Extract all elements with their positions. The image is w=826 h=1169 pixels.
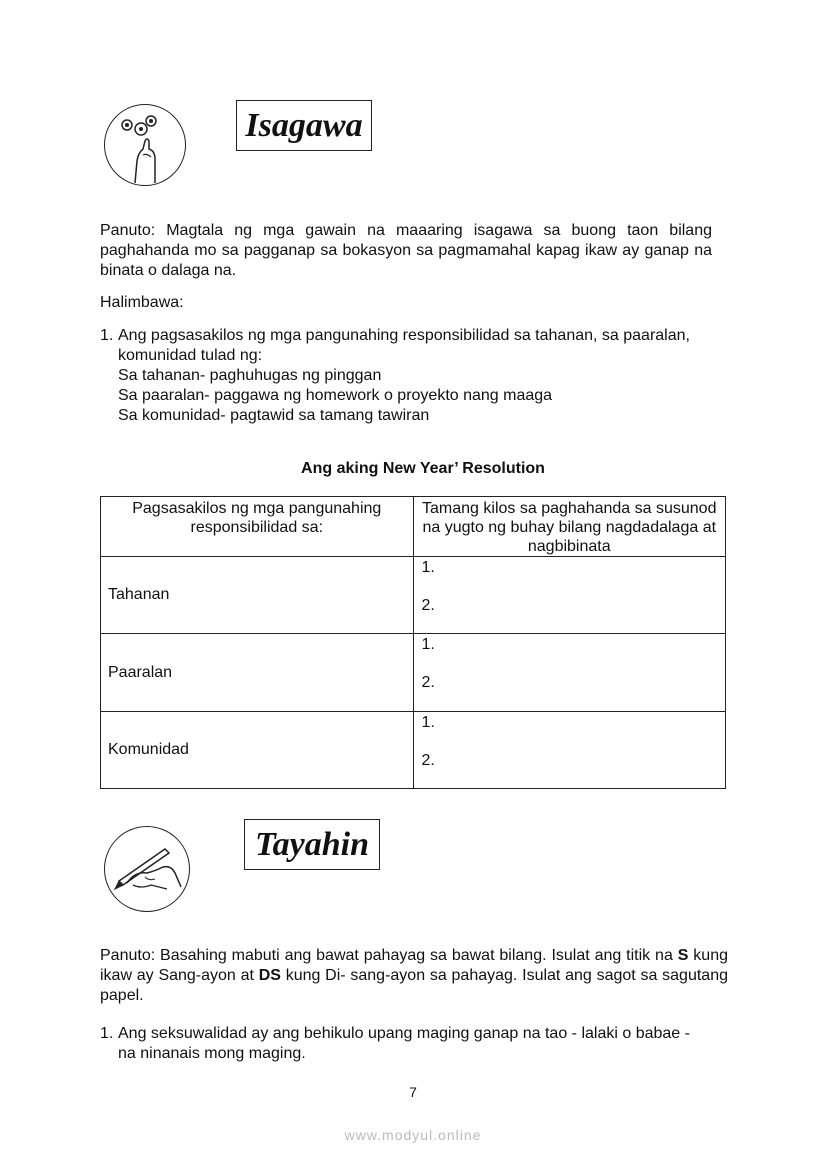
sang-ayon-letter: S	[677, 947, 689, 964]
item-number: 2.	[421, 597, 435, 614]
question-text	[118, 1024, 738, 1064]
row-label-komunidad: Komunidad	[101, 712, 414, 789]
tayahin-instruction	[100, 946, 728, 1006]
resolution-table	[100, 496, 726, 789]
question-number: 1.	[100, 1025, 114, 1042]
tayahin-title-text: Tayahin	[254, 825, 369, 863]
example-list	[118, 326, 738, 426]
di-sang-ayon-letters: DS	[258, 967, 281, 984]
isagawa-instruction: Panuto: Magtala ng mga gawain na maaaring isagawa sa buong taon bilang paghahanda mo sa pagganap sa bokasyon sa pagmamahal kapag ikaw ay ganap na binata o dalaga na.	[100, 222, 712, 279]
table-title: Ang aking New Year’ Resolution	[301, 460, 545, 477]
table-row	[101, 712, 726, 789]
example-number: 1.	[100, 327, 114, 344]
table-row	[101, 557, 726, 634]
item-number: 2.	[421, 752, 435, 769]
row-label-tahanan: Tahanan	[101, 557, 414, 634]
instruction-text: kung ikaw ay Sang-ayon at	[100, 947, 728, 984]
hand-with-gears-icon	[104, 104, 186, 186]
example-line: Ang pagsasakilos ng mga pangunahing responsibilidad sa tahanan, sa paaralan,	[118, 327, 690, 344]
row-items[interactable]	[413, 557, 725, 634]
example-line: komunidad tulad ng:	[118, 347, 263, 364]
row-items[interactable]	[413, 712, 725, 789]
tayahin-title	[244, 819, 380, 870]
item-number: 1.	[421, 714, 435, 731]
footer-watermark: www.modyul.online	[344, 1127, 482, 1143]
header-left: Pagsasakilos ng mga pangunahing responsibilidad sa:	[101, 497, 414, 557]
item-number: 1.	[421, 559, 435, 576]
item-number: 1.	[421, 636, 435, 653]
example-line: Sa tahanan- paghuhugas ng pinggan	[118, 367, 382, 384]
instruction-text: Panuto: Basahing mabuti ang bawat pahayag sa bawat bilang. Isulat ang titik na	[100, 947, 678, 964]
isagawa-title-text: Isagawa	[245, 106, 363, 144]
row-label-paaralan: Paaralan	[101, 634, 414, 712]
isagawa-title	[236, 100, 372, 151]
table-row	[101, 634, 726, 712]
example-line: Sa paaralan- paggawa ng homework o proyekto nang maaga	[118, 387, 553, 404]
question-line: na ninanais mong maging.	[118, 1045, 306, 1062]
instruction-text: kung Di- sang-ayon sa pahayag. Isulat ang sagot sa sagutang papel.	[100, 967, 728, 1004]
example-line: Sa komunidad- pagtawid sa tamang tawiran	[118, 407, 430, 424]
hand-writing-pencil-icon	[104, 826, 190, 912]
row-items[interactable]	[413, 634, 725, 712]
page-number: 7	[409, 1084, 417, 1100]
header-right: Tamang kilos sa paghahanda sa susunod na yugto ng buhay bilang nagdadalaga at nagbibinata	[413, 497, 725, 557]
question-line: Ang seksuwalidad ay ang behikulo upang maging ganap na tao - lalaki o babae -	[118, 1025, 690, 1042]
example-label: Halimbawa:	[100, 294, 184, 311]
item-number: 2.	[421, 674, 435, 691]
